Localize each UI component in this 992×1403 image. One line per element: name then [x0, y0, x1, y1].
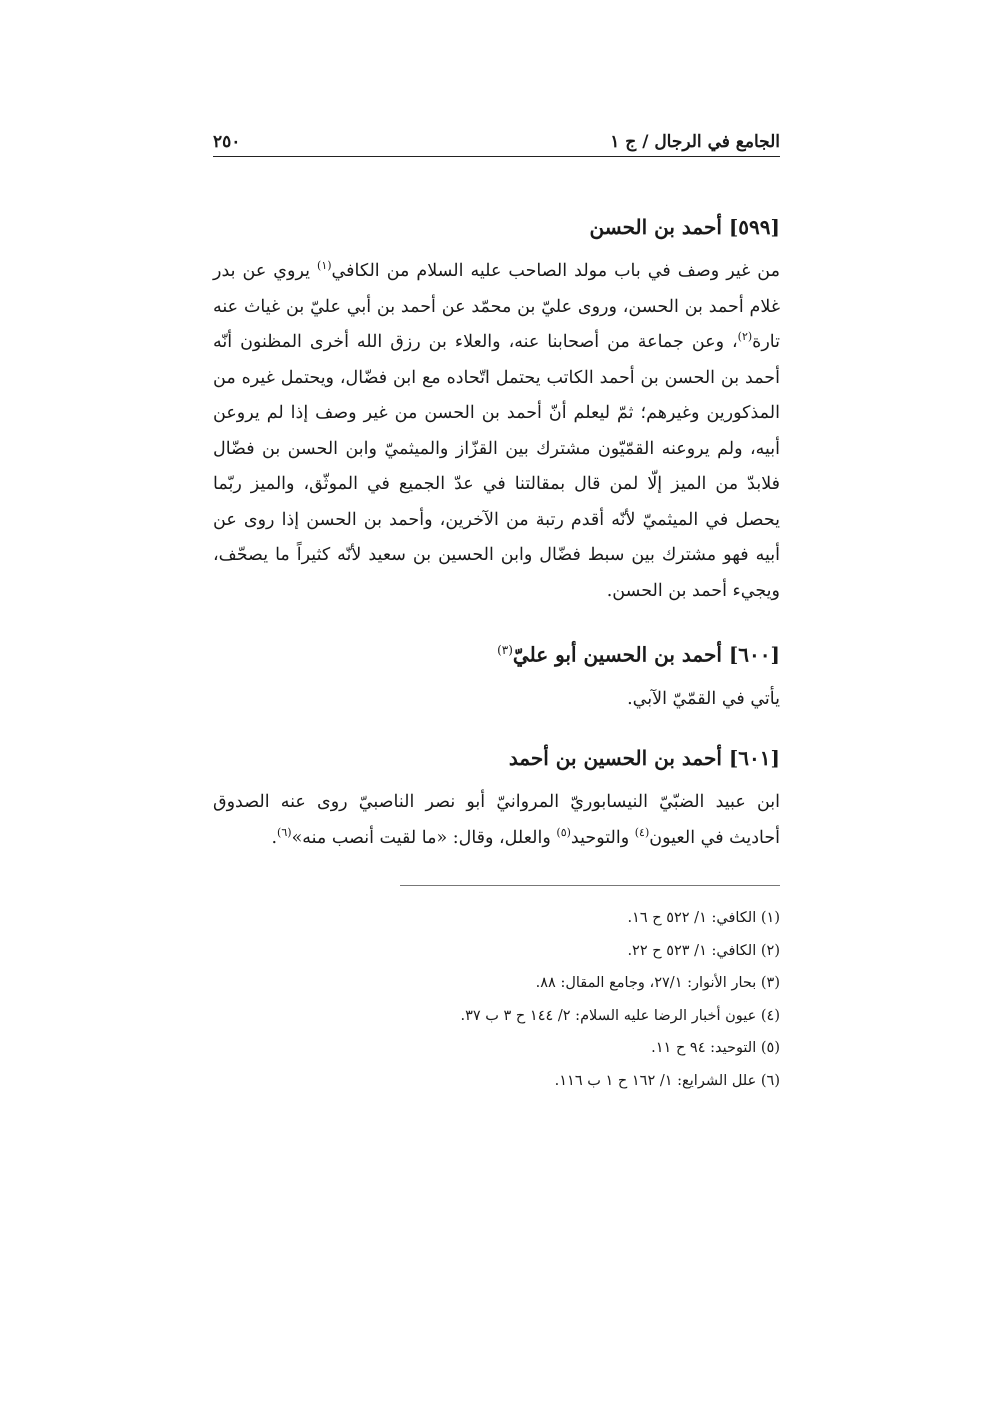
footnote-ref[interactable]: (٦)	[277, 825, 292, 839]
entry-title-601: [٦٠١] أحمد بن الحسين بن أحمد	[508, 746, 780, 771]
footnote-5: (٥) التوحيد: ٩٤ ح ١١.	[651, 1040, 780, 1056]
page-number: ٢٥٠	[213, 132, 241, 152]
entry-text: ، وعن جماعة من أصحابنا عنه، والعلاء بن رزق الله أخرى المظنون أنّه أحمد بن الحسن بن أحمد الكاتب يحتمل اتّحاده مع ابن فضّال، ويحتمل غيره من المذكورين وغيرهم؛ ثمّ ليعلم أنّ أحمد بن الحسن من غير وصف إذا لم يروعن أبيه، ولم يروعنه القمّيّون مشترك بين القزّاز والميثميّ وابن الحسن بن فضّال فلابدّ من الميز إلّا لمن قال بمقالتنا في عدّ الجميع في الموثّق، والميز ربّما يحصل في الميثميّ لأنّه أقدم رتبة من الآخرين، وأحمد بن الحسن إذا روى عن أبيه فهو مشترك بين سبط فضّال وابن الحسين بن سعيد لأنّه كثيراً ما يصحّف، ويجيء أحمد بن الحسن.	[213, 332, 780, 601]
entry-title-600	[213, 631, 780, 674]
entry-title-text: [٦٠٠] أحمد بن الحسين أبو عليّ	[512, 642, 780, 667]
running-header	[213, 118, 780, 152]
entry-body-600: يأتي في القمّيّ الآبي.	[627, 688, 780, 709]
footnote-ref[interactable]: (٤)	[634, 825, 650, 839]
footnotes	[213, 902, 780, 1097]
entry-body-601	[213, 785, 780, 856]
footnote-ref[interactable]: (٥)	[556, 825, 571, 839]
footnote-4: (٤) عيون أخبار الرضا عليه السلام: ٢/ ١٤٤ ح ٣ ب ٣٧.	[460, 1007, 780, 1024]
entry-text: والتوحيد	[570, 827, 635, 848]
footnote-1: (١) الكافي: ١/ ٥٢٢ ح ١٦.	[627, 910, 780, 926]
book-title: الجامع في الرجال / ج ١	[610, 132, 780, 152]
entry-body-599	[213, 254, 780, 609]
entry-text: ابن عبيد الضبّيّ النيسابوريّ المروانيّ أبو نصر الناصبيّ روى عنه الصدوق أحاديث في العيون	[213, 792, 780, 848]
footnote-ref[interactable]: (١)	[317, 259, 332, 273]
main-text	[213, 208, 780, 856]
footnote-ref[interactable]: (٢)	[737, 330, 753, 344]
footnote-6: (٦) علل الشرايع: ١/ ١٦٢ ح ١ ب ١١٦.	[554, 1072, 780, 1089]
entry-text: من غير وصف في باب مولد الصاحب عليه السلام من الكافي	[331, 261, 780, 281]
header-divider	[213, 156, 780, 157]
footnote-3: (٣) بحار الأنوار: ٢٧/١، وجامع المقال: ٨٨.	[535, 975, 780, 991]
entry-text: والعلل، وقال: «ما لقيت أنصب منه»	[291, 827, 557, 848]
footnote-2: (٢) الكافي: ١/ ٥٢٣ ح ٢٢.	[627, 942, 780, 959]
footnote-ref[interactable]: (٣)	[497, 643, 513, 657]
entry-text: .	[271, 827, 278, 848]
entry-text: يروي عن بدر غلام أحمد بن الحسن، وروى عليّ بن محمّد عن أحمد بن أبي عليّ بن غياث عنه تارة	[213, 261, 780, 352]
footnote-divider	[400, 885, 780, 886]
entry-title-599: [٥٩٩] أحمد بن الحسن	[589, 215, 780, 239]
